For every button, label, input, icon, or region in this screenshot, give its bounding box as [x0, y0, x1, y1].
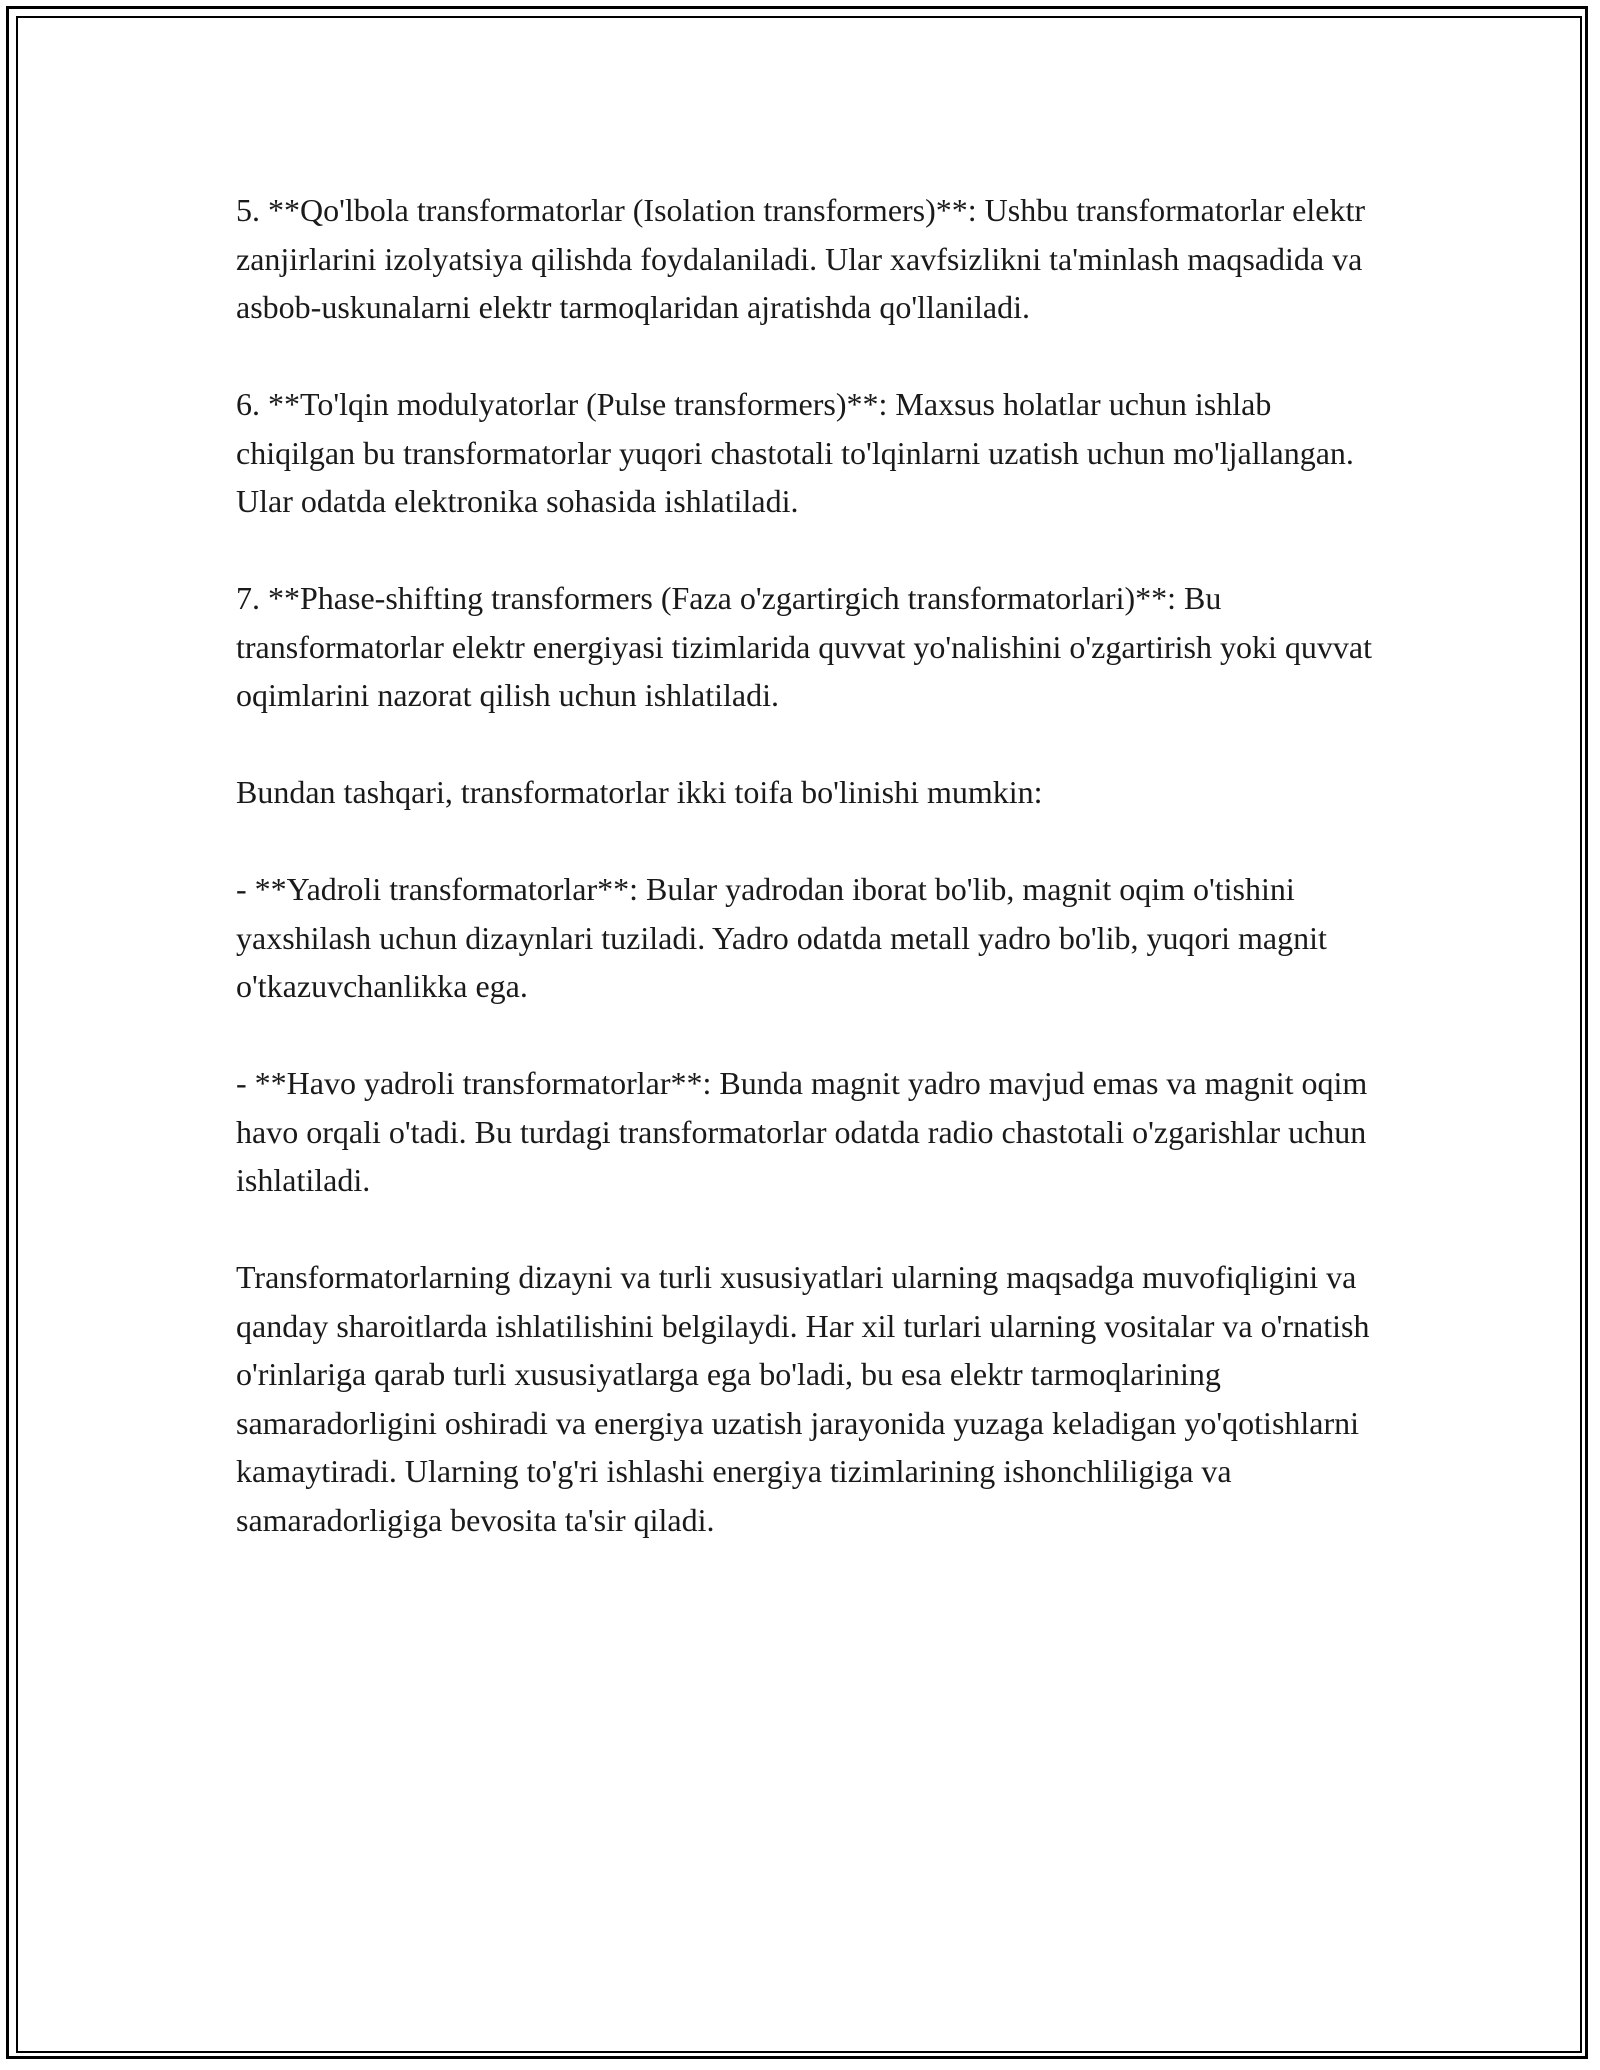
paragraph-conclusion: Transformatorlarning dizayni va turli xususiyatlari ularning maqsadga muvofiqligini va qanday sharoitlarda ishlatilishini belgilaydi. Har xil turlari ularning vositalar va o'rnatish o'rinlariga qarab turli xususiyatlarga ega bo'ladi, bu esa elektr tarmoqlarining samaradorligini oshiradi va energiya uzatish jarayonida yuzaga keladigan yo'qotishlarni kamaytiradi. Ularning to'g'ri ishlashi energiya tizimlarining ishonchliligiga va samaradorligiga bevosita ta'sir qiladi.: [236, 1259, 1370, 1538]
paragraph-air-core-transformers: - **Havo yadroli transformatorlar**: Bunda magnit yadro mavjud emas va magnit oqim havo orqali o'tadi. Bu turdagi transformatorlar odatda radio chastotali o'zgarishlar uchun ishlatiladi.: [236, 1065, 1368, 1198]
paragraph-two-categories: Bundan tashqari, transformatorlar ikki toifa bo'linishi mumkin:: [236, 774, 1043, 810]
paragraph-isolation-transformers: 5. **Qo'lbola transformatorlar (Isolation transformers)**: Ushbu transformatorlar elektr zanjirlarini izolyatsiya qilishda foydalaniladi. Ular xavfsizlikni ta'minlash maqsadida va asbob-uskunalarni elektr tarmoqlaridan ajratishda qo'llaniladi.: [236, 192, 1365, 325]
document-body: [236, 186, 1376, 1544]
paragraph-phase-shifting-transformers: 7. **Phase-shifting transformers (Faza o'zgartirgich transformatorlari)**: Bu transformatorlar elektr energiyasi tizimlarida quvvat yo'nalishini o'zgartirish yoki quvvat oqimlarini nazorat qilish uchun ishlatiladi.: [236, 580, 1372, 713]
paragraph-core-transformers: - **Yadroli transformatorlar**: Bular yadrodan iborat bo'lib, magnit oqim o'tishini yaxshilash uchun dizaynlari tuziladi. Yadro odatda metall yadro bo'lib, yuqori magnit o'tkazuvchanlikka ega.: [236, 871, 1327, 1004]
paragraph-pulse-transformers: 6. **To'lqin modulyatorlar (Pulse transformers)**: Maxsus holatlar uchun ishlab chiqilgan bu transformatorlar yuqori chastotali to'lqinlarni uzatish uchun mo'ljallangan. Ular odatda elektronika sohasida ishlatiladi.: [236, 386, 1354, 519]
